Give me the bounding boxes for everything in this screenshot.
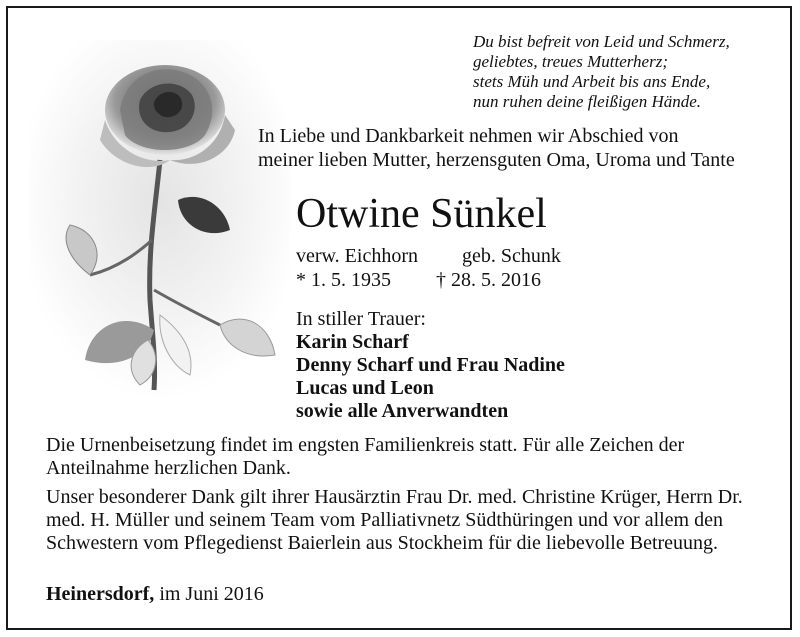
closing: [46, 582, 264, 606]
poem-line: Du bist befreit von Leid und Schmerz,: [473, 32, 730, 51]
widowed-name: verw. Eichhorn: [296, 245, 418, 267]
intro-text: [258, 124, 778, 172]
mourner-name: Lucas und Leon: [296, 377, 434, 399]
birth-name: geb. Schunk: [462, 245, 561, 267]
birth-date: * 1. 5. 1935: [296, 269, 391, 291]
mourners: [296, 308, 565, 423]
death-date: † 28. 5. 2016: [436, 269, 541, 291]
poem: [473, 32, 773, 112]
poem-line: stets Müh und Arbeit bis ans Ende,: [473, 72, 711, 91]
body-text: [46, 434, 776, 561]
closing-place: Heinersdorf,: [46, 583, 155, 605]
poem-line: geliebtes, treues Mutterherz;: [473, 52, 668, 71]
burial-paragraph: Die Urnenbeisetzung findet im engsten Familienkreis statt. Für alle Zeichen der Anteilnahme herzlichen Dank.: [46, 434, 685, 479]
mourner-name: sowie alle Anverwandten: [296, 400, 509, 422]
intro-line-1: In Liebe und Dankbarkeit nehmen wir Abschied von: [258, 125, 679, 147]
rose-icon: [30, 40, 290, 400]
deceased-name: Otwine Sünkel: [296, 191, 547, 237]
deceased-info: [296, 244, 616, 292]
thanks-paragraph: Unser besonderer Dank gilt ihrer Hausärztin Frau Dr. med. Christine Krüger, Herrn Dr. med. H. Müller und seinem Team vom Palliativnetz Südthüringen und vor allem den Schwestern vom Pflegedienst Baierlein aus Stockheim für die liebevolle Betreuung.: [46, 486, 743, 554]
mourner-name: Denny Scharf und Frau Nadine: [296, 354, 565, 376]
closing-date: im Juni 2016: [159, 583, 264, 605]
mourner-name: Karin Scharf: [296, 331, 409, 353]
intro-line-2: meiner lieben Mutter, herzensguten Oma, Uroma und Tante: [258, 149, 735, 171]
mourners-heading: In stiller Trauer:: [296, 308, 426, 330]
poem-line: nun ruhen deine fleißigen Hände.: [473, 92, 702, 111]
